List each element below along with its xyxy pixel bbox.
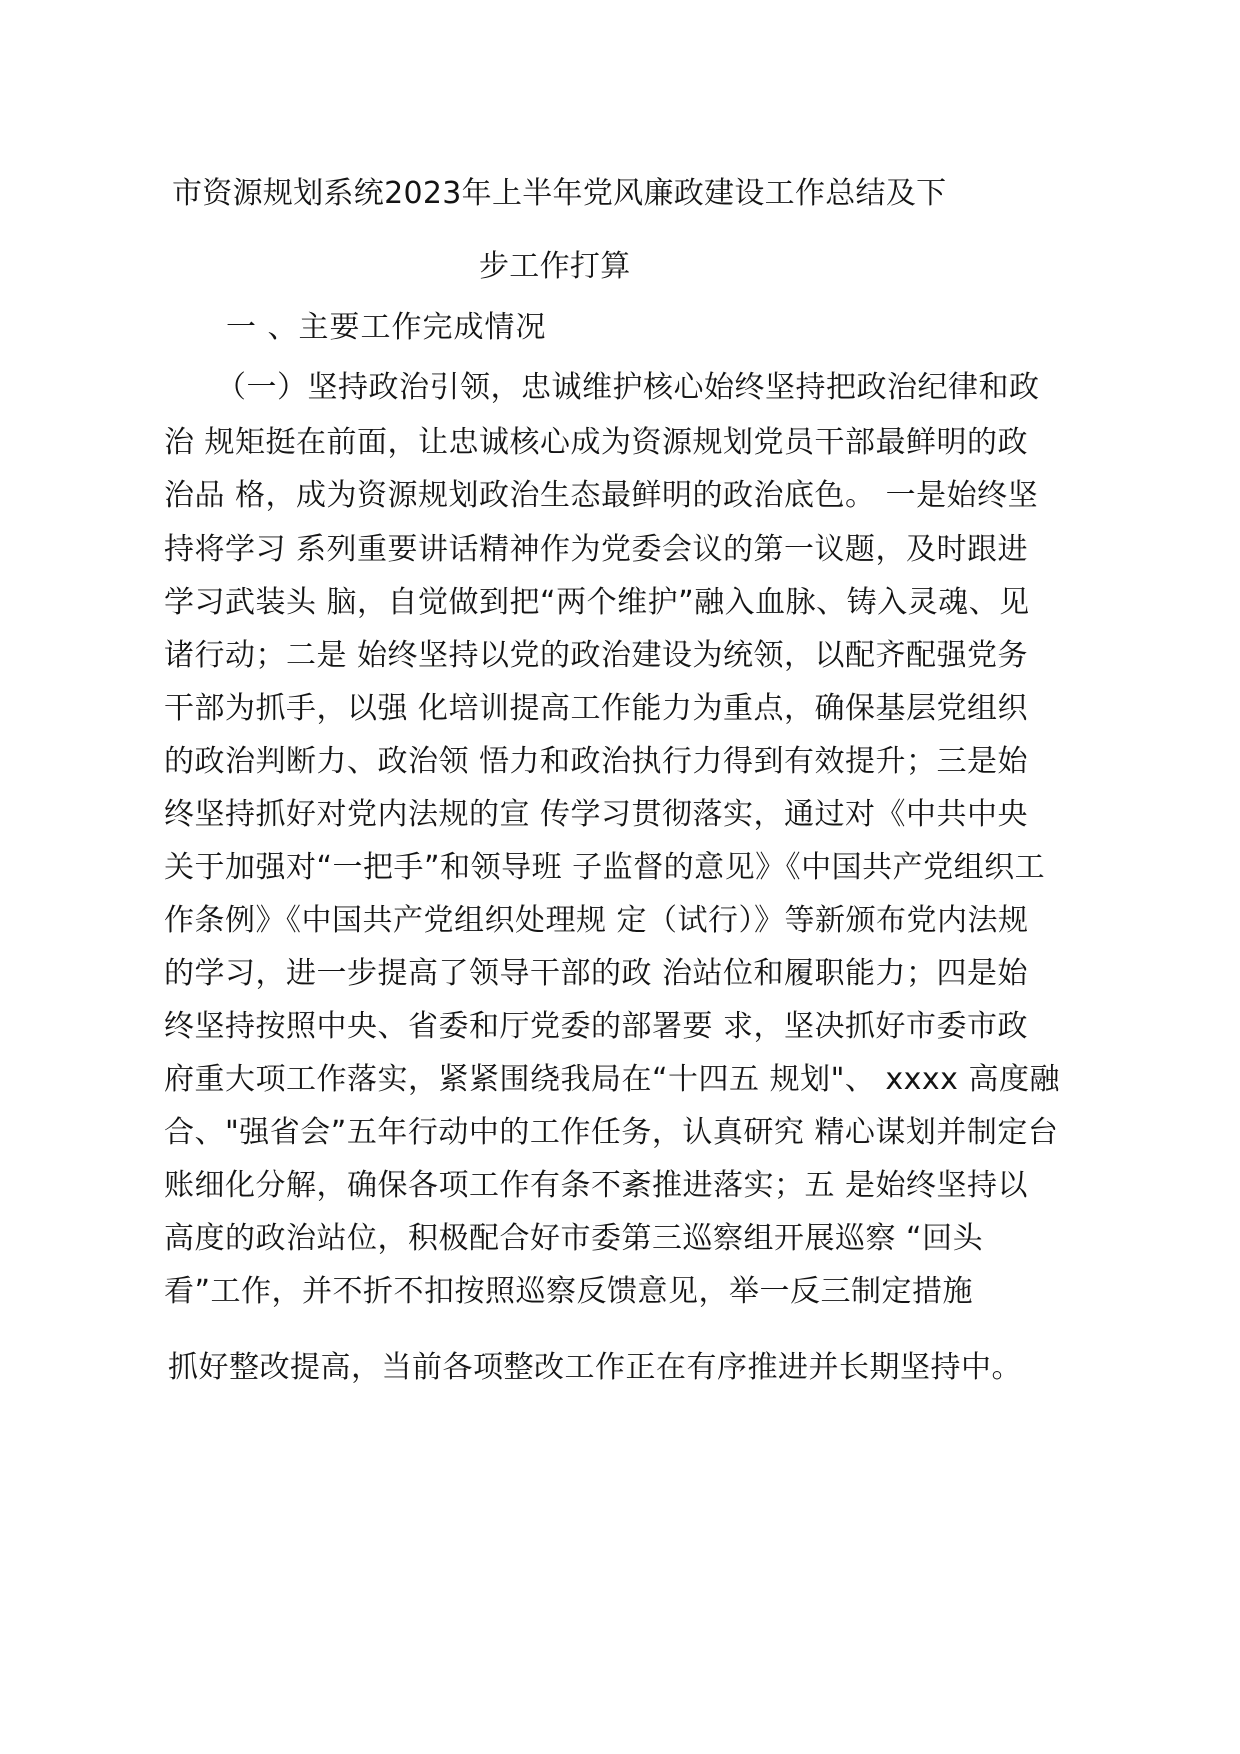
paragraph-line: 学习武装头 脑，自觉做到把“两个维护”融入血脉、铸入灵魂、见 — [164, 585, 1030, 620]
paragraph-last-line: 抓好整改提高，当前各项整改工作正在有序推进并长期坚持中。 — [168, 1350, 1022, 1385]
paragraph-line: 高度的政治站位，积极配合好市委第三巡察组开展巡察 “回头 — [164, 1221, 984, 1256]
paragraph-line: 终坚持按照中央、省委和厅党委的部署要 求，坚决抓好市委市政 — [164, 1009, 1029, 1044]
paragraph-line: 的政治判断力、政治领 悟力和政治执行力得到有效提升；三是始 — [164, 744, 1029, 779]
document-title-line-2: 步工作打算 — [479, 249, 631, 284]
paragraph-line: 作条例》《中国共产党组织处理规 定（试行）》等新颁布党内法规 — [164, 903, 1029, 938]
document-title-line-1: 市资源规划系统2023年上半年党风廉政建设工作总结及下 — [172, 176, 947, 211]
paragraph-line: 合、"强省会”五年行动中的工作任务，认真研究 精心谋划并制定台 — [164, 1115, 1059, 1150]
paragraph-line: 治 规矩挺在前面，让忠诚核心成为资源规划党员干部最鲜明的政 — [164, 425, 1029, 460]
paragraph-line: 账细化分解，确保各项工作有条不紊推进落实；五 是始终坚持以 — [164, 1168, 1029, 1203]
paragraph-line: 府重大项工作落实，紧紧围绕我局在“十四五 规划"、 xxxx 高度融 — [164, 1062, 1060, 1097]
paragraph-line: 关于加强对“一把手”和领导班 子监督的意见》《中国共产党组织工 — [164, 850, 1046, 885]
paragraph-line: 看”工作，并不折不扣按照巡察反馈意见，举一反三制定措施 — [164, 1274, 974, 1309]
paragraph-line: 干部为抓手，以强 化培训提高工作能力为重点，确保基层党组织 — [164, 691, 1029, 726]
section-heading: 一 、主要工作完成情况 — [226, 310, 547, 345]
paragraph-line: 终坚持抓好对党内法规的宣 传学习贯彻落实，通过对《中共中央 — [164, 797, 1029, 832]
paragraph-line: 的学习，进一步提高了领导干部的政 治站位和履职能力；四是始 — [164, 956, 1029, 991]
paragraph-line: （一）坚持政治引领，忠诚维护核心始终坚持把政治纪律和政 — [216, 370, 1040, 405]
paragraph-line: 持将学习 系列重要讲话精神作为党委会议的第一议题，及时跟进 — [164, 532, 1029, 567]
paragraph-line: 诸行动；二是 始终坚持以党的政治建设为统领，以配齐配强党务 — [164, 638, 1029, 673]
paragraph-line: 治品 格，成为资源规划政治生态最鲜明的政治底色。 一是始终坚 — [164, 478, 1039, 513]
